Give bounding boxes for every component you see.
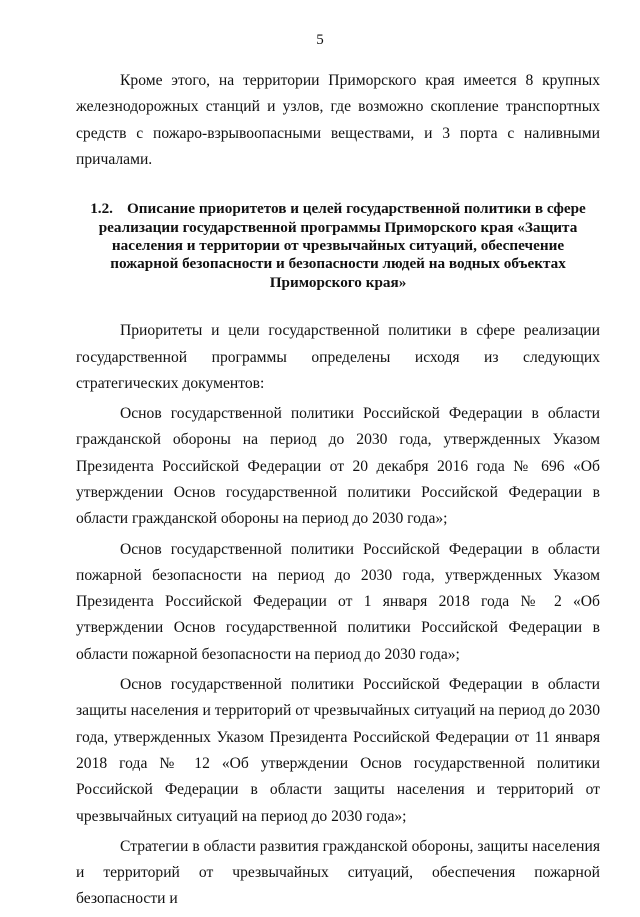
section-heading	[76, 200, 600, 292]
paragraph-civil-defense-basics: Основ государственной политики Российской Федерации в области гражданской обороны на период до 2030 года, утвержденных Указом Президента Российской Федерации от 20 декабря 2016 года № 696 «Об утверждении Основ государственной политики Российской Федерации в области гражданской обороны на период до 2030 года»;	[76, 405, 600, 528]
section-number: 1.2.	[90, 200, 113, 218]
document-body	[76, 68, 600, 917]
paragraph-emergency-protection-basics: Основ государственной политики Российской Федерации в области защиты населения и территорий от чрезвычайных ситуаций на период до 2030 года, утвержденных Указом Президента Российской Федерации от 11 января 2018 года № 12 «Об утверждении Основ государственной политики Российской Федерации в области защиты населения и территорий от чрезвычайных ситуаций на период до 2030 года»;	[76, 676, 600, 825]
paragraph-priorities-intro: Приоритеты и цели государственной политики в сфере реализации государственной программы определены исходя из следующих стратегических документов:	[76, 322, 600, 392]
paragraph-strategy: Стратегии в области развития гражданской обороны, защиты населения и территорий от чрезвычайных ситуаций, обеспечения пожарной безопасности и	[76, 837, 600, 908]
paragraph-fire-safety-basics: Основ государственной политики Российской Федерации в области пожарной безопасности на период до 2030 года, утвержденных Указом Президента Российской Федерации от 1 января 2018 года № 2 «Об утверждении Основ государственной политики Российской Федерации в области пожарной безопасности на период до 2030 года»;	[76, 540, 600, 663]
paragraph-transport-infrastructure: Кроме этого, на территории Приморского края имеется 8 крупных железнодорожных станций и узлов, где возможно скопление транспортных средств с пожаро-взрывоопасными веществами, и 3 порта с наливными причалами.	[76, 72, 600, 168]
page-number: 5	[316, 32, 324, 48]
section-title: Описание приоритетов и целей государственной политики в сфере реализации государственной программы Приморского края «Защита населения и территории от чрезвычайных ситуаций, обеспечение пожарной безопасности и безопасности людей на водных объектах Приморского края»	[98, 200, 586, 291]
